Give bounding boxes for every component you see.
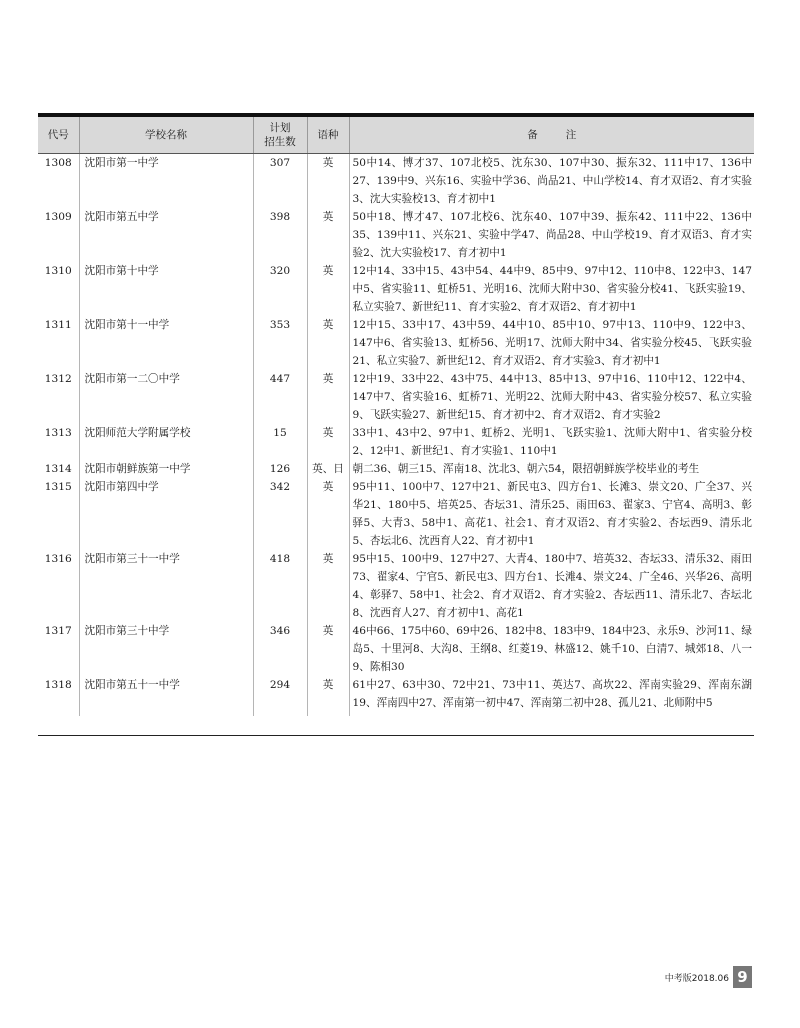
table-row xyxy=(38,622,754,676)
row-remarks: 61中27、63中30、72中21、73中11、英达7、高坎22、浑南实验29、浑南东湖19、浑南四中27、浑南第一初中47、浑南第二初中28、孤儿21、北师附中5 xyxy=(349,676,754,716)
row-language: 英 xyxy=(307,676,349,716)
table-row xyxy=(38,370,754,424)
row-language: 英 xyxy=(307,550,349,622)
row-language: 英 xyxy=(307,424,349,460)
header-remarks: 备注 xyxy=(349,117,754,154)
row-remarks: 50中14、博才37、107北校5、沈东30、107中30、振东32、111中17、136中27、139中9、兴东16、实验中学36、尚品21、中山学校14、育才双语2、育才实验3、沈大实验校13、育才初中1 xyxy=(349,154,754,209)
bottom-rule xyxy=(38,735,754,736)
row-language: 英 xyxy=(307,622,349,676)
row-school-name: 沈阳市第十一中学 xyxy=(79,316,253,370)
row-language: 英 xyxy=(307,154,349,209)
row-quota: 126 xyxy=(253,460,307,478)
table-row xyxy=(38,424,754,460)
row-language: 英 xyxy=(307,370,349,424)
row-quota: 15 xyxy=(253,424,307,460)
row-quota: 398 xyxy=(253,208,307,262)
header-school-name: 学校名称 xyxy=(79,117,253,154)
admissions-table xyxy=(38,117,754,716)
page-footer xyxy=(665,966,752,988)
row-code: 1317 xyxy=(44,625,72,637)
row-school-name: 沈阳市朝鲜族第一中学 xyxy=(79,460,253,478)
table-row xyxy=(38,460,754,478)
row-code: 1315 xyxy=(44,481,72,493)
table-row xyxy=(38,676,754,716)
row-code: 1314 xyxy=(44,463,72,475)
row-quota: 418 xyxy=(253,550,307,622)
table-row xyxy=(38,478,754,550)
header-quota-line1: 计划 xyxy=(269,122,291,134)
row-language: 英 xyxy=(307,208,349,262)
row-language: 英 xyxy=(307,316,349,370)
row-code: 1308 xyxy=(44,157,72,169)
header-code: 代号 xyxy=(38,117,79,154)
page-number: 9 xyxy=(733,966,752,988)
row-quota: 346 xyxy=(253,622,307,676)
row-quota: 320 xyxy=(253,262,307,316)
row-school-name: 沈阳市第三十一中学 xyxy=(79,550,253,622)
row-quota: 342 xyxy=(253,478,307,550)
row-remarks: 95中15、100中9、127中27、大青4、180中7、培英32、杏坛33、清乐32、雨田73、翟家4、宁官5、新民屯3、四方台1、长滩4、崇文24、广全46、兴华26、高明4、彰驿7、58中1、社会2、育才双语2、育才实验2、杏坛西11、清乐北7、杏坛北8、沈西育人27、育才初中1、高花1 xyxy=(349,550,754,622)
row-quota: 353 xyxy=(253,316,307,370)
row-quota: 294 xyxy=(253,676,307,716)
row-code: 1312 xyxy=(44,373,72,385)
table-header xyxy=(38,117,754,154)
table-row xyxy=(38,316,754,370)
row-quota: 307 xyxy=(253,154,307,209)
header-quota-line2: 招生数 xyxy=(264,136,296,148)
row-language: 英 xyxy=(307,478,349,550)
row-remarks: 50中18、博才47、107北校6、沈东40、107中39、振东42、111中22、136中35、139中11、兴东21、实验中学47、尚品28、中山学校19、育才双语3、育才实验2、沈大实验校17、育才初中1 xyxy=(349,208,754,262)
row-code: 1311 xyxy=(44,319,72,331)
header-language: 语种 xyxy=(307,117,349,154)
row-school-name: 沈阳市第五中学 xyxy=(79,208,253,262)
row-school-name: 沈阳师范大学附属学校 xyxy=(79,424,253,460)
row-code: 1309 xyxy=(44,211,72,223)
row-remarks: 33中1、43中2、97中1、虹桥2、光明1、飞跃实验1、沈师大附中1、省实验分校2、12中1、新世纪1、育才实验1、110中1 xyxy=(349,424,754,460)
table-body xyxy=(38,154,754,717)
table-row xyxy=(38,208,754,262)
header-quota xyxy=(253,117,307,154)
row-code: 1316 xyxy=(44,553,72,565)
row-code: 1313 xyxy=(44,427,72,439)
table-row xyxy=(38,262,754,316)
row-school-name: 沈阳市第一中学 xyxy=(79,154,253,209)
row-code: 1310 xyxy=(44,265,72,277)
row-school-name: 沈阳市第四中学 xyxy=(79,478,253,550)
row-school-name: 沈阳市第十中学 xyxy=(79,262,253,316)
row-remarks: 12中15、33中17、43中59、44中10、85中10、97中13、110中9、122中3、147中6、省实验13、虹桥56、光明17、沈师大附中34、省实验分校45、飞跃实验21、私立实验7、新世纪12、育才双语2、育才实验3、育才初中1 xyxy=(349,316,754,370)
table-row xyxy=(38,154,754,209)
row-school-name: 沈阳市第一二〇中学 xyxy=(79,370,253,424)
row-quota: 447 xyxy=(253,370,307,424)
edition-label: 中考版2018.06 xyxy=(664,973,729,984)
row-remarks: 12中19、33中22、43中75、44中13、85中13、97中16、110中12、122中4、147中7、省实验16、虹桥71、光明22、沈师大附中43、省实验分校57、私立实验9、飞跃实验27、新世纪15、育才初中2、育才双语2、育才实验2 xyxy=(349,370,754,424)
row-language: 英、日 xyxy=(307,460,349,478)
row-school-name: 沈阳市第五十一中学 xyxy=(79,676,253,716)
row-remarks: 46中66、175中60、69中26、182中8、183中9、184中23、永乐9、沙河11、绿岛5、十里河8、大沟8、王纲8、红菱19、林盛12、姚千10、白清7、城郊18、八一9、陈相30 xyxy=(349,622,754,676)
row-language: 英 xyxy=(307,262,349,316)
row-remarks: 12中14、33中15、43中54、44中9、85中9、97中12、110中8、122中3、147中5、省实验11、虹桥51、光明16、沈师大附中30、省实验分校41、飞跃实验19、私立实验7、新世纪11、育才实验2、育才双语2、育才初中1 xyxy=(349,262,754,316)
table-row xyxy=(38,550,754,622)
row-school-name: 沈阳市第三十中学 xyxy=(79,622,253,676)
row-code: 1318 xyxy=(44,679,72,691)
row-remarks: 朝二36、朝三15、浑南18、沈北3、朝六54，限招朝鲜族学校毕业的考生 xyxy=(349,460,754,478)
row-remarks: 95中11、100中7、127中21、新民屯3、四方台1、长滩3、崇文20、广全37、兴华21、180中5、培英25、杏坛31、清乐25、雨田63、翟家3、宁官4、高明3、彰驿5、大青3、58中1、高花1、社会1、育才双语2、育才实验2、杏坛西9、清乐北5、杏坛北6、沈西育人22、育才初中1 xyxy=(349,478,754,550)
